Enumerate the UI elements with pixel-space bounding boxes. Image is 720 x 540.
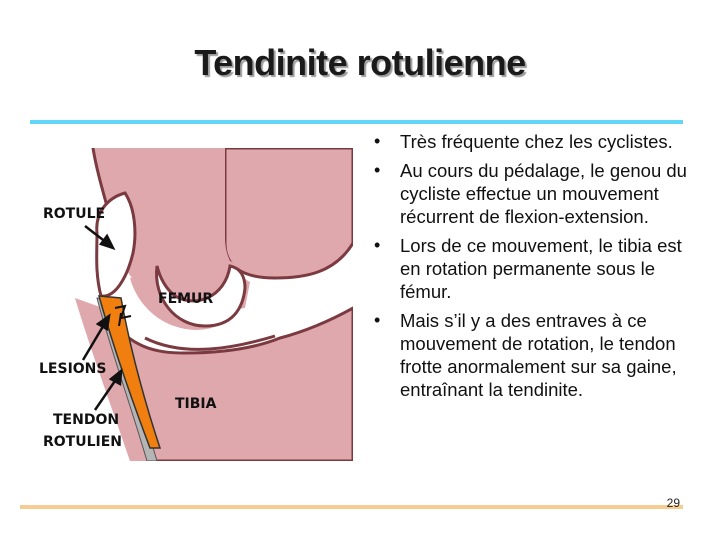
title-divider [30, 120, 683, 124]
bullet-item: • Lors de ce mouvement, le tibia est en rotation permanente sous le fémur. [374, 235, 682, 302]
footer-divider [20, 505, 683, 509]
label-tibia: TIBIA [175, 396, 217, 412]
page-number: 29 [666, 496, 680, 510]
bullet-text: Lors de ce mouvement, le tibia est en rotation permanente sous le fémur. [400, 235, 682, 302]
bullet-text: Très fréquente chez les cyclistes. [400, 131, 673, 152]
bullet-item: • Au cours du pédalage, le genou du cycliste effectue un mouvement récurrent de flexion-extension. [374, 160, 687, 227]
label-tendon-line1: TENDON [53, 412, 120, 428]
knee-illustration [35, 148, 353, 461]
slide-title: Tendinite rotulienne [194, 42, 526, 83]
label-femur: FEMUR [158, 291, 214, 307]
bullet-text: Mais s’il y a des entraves à ce mouvement de rotation, le tendon frotte anormalement sur sa gaine, entraînant la tendinite. [400, 310, 677, 400]
label-lesions: LESIONS [39, 361, 107, 377]
label-tendon-line2: ROTULIEN [43, 434, 123, 450]
bullet-item: • Très fréquente chez les cyclistes. [374, 131, 673, 152]
bullet-text: Au cours du pédalage, le genou du cycliste effectue un mouvement récurrent de flexion-extension. [400, 160, 687, 227]
bullet-list [370, 130, 690, 407]
label-rotule: ROTULE [43, 206, 106, 222]
bullet-item: • Mais s’il y a des entraves à ce mouvement de rotation, le tendon frotte anormalement sur sa gaine, entraînant la tendinite. [374, 310, 677, 400]
